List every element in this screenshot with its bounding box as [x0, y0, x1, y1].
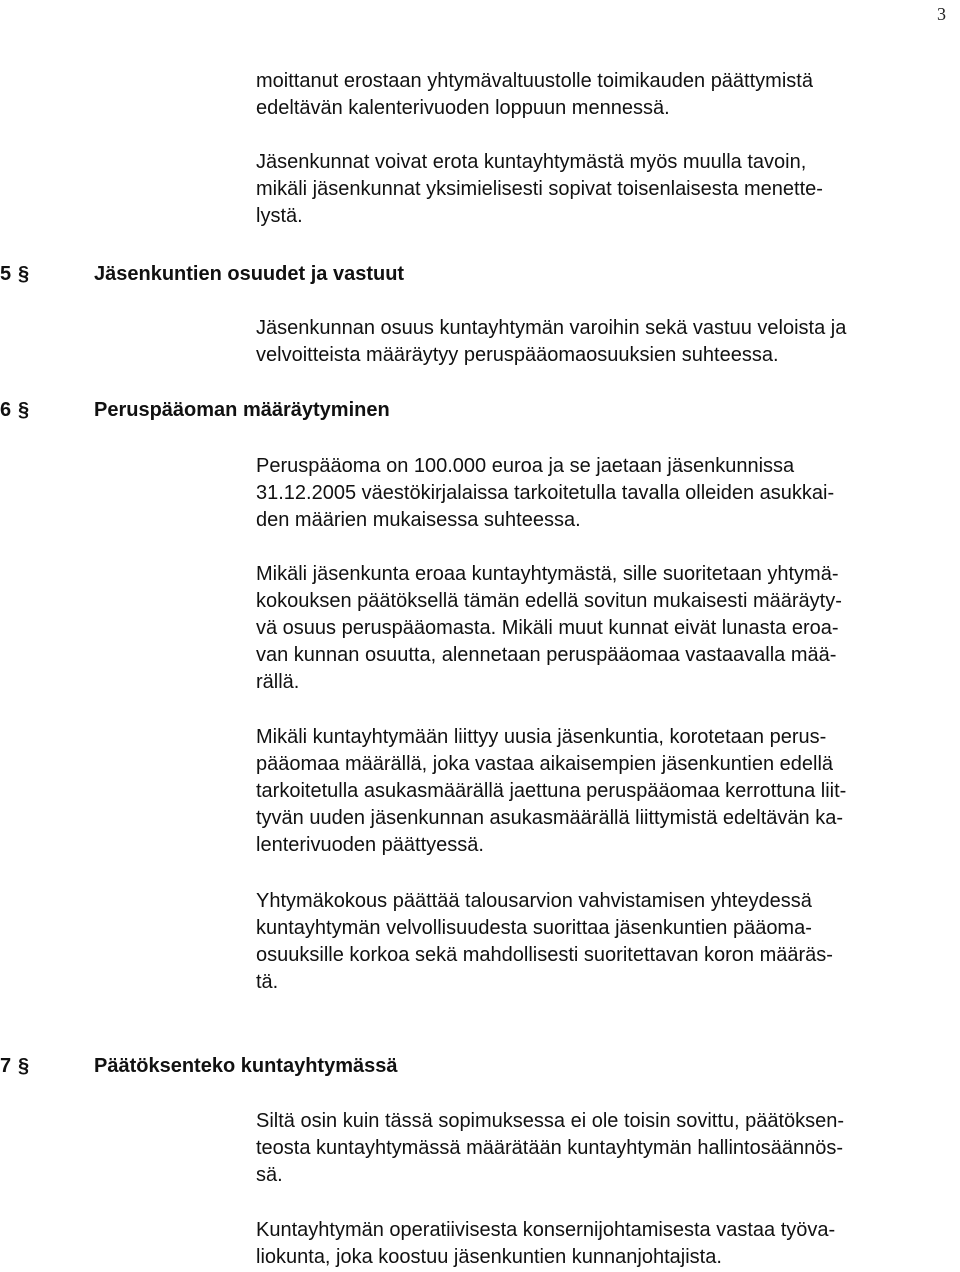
text-line: velvoitteista määräytyy peruspääomaosuuksien suhteessa.	[256, 344, 779, 366]
text-line: Kuntayhtymän operatiivisesta konsernijohtamisesta vastaa työva-	[256, 1219, 836, 1241]
text-line: tä.	[256, 971, 279, 993]
paragraph-other-withdrawal	[256, 149, 956, 230]
text-line: den määrien mukaisessa suhteessa.	[256, 509, 581, 531]
text-line: lenterivuoden päättyessä.	[256, 834, 484, 856]
page-number: 3	[937, 4, 946, 24]
text-line: rällä.	[256, 671, 300, 693]
section-title: Päätöksenteko kuntayhtymässä	[94, 1055, 398, 1077]
paragraph-decision-making	[256, 1108, 956, 1189]
text-line: moittanut erostaan yhtymävaltuustolle toimikauden päättymistä	[256, 70, 813, 92]
paragraph-executive-committee	[256, 1217, 956, 1271]
section-heading-7	[0, 1053, 397, 1079]
text-line: Jäsenkunnat voivat erota kuntayhtymästä myös muulla tavoin,	[256, 151, 807, 173]
section-title: Peruspääoman määräytyminen	[94, 399, 390, 421]
paragraph-member-share	[256, 315, 956, 369]
text-line: Siltä osin kuin tässä sopimuksessa ei ole toisin sovittu, päätöksen-	[256, 1110, 845, 1132]
text-line: Peruspääoma on 100.000 euroa ja se jaetaan jäsenkunnissa	[256, 455, 795, 477]
section-number: 6	[0, 399, 12, 421]
section-number: 7	[0, 1055, 12, 1077]
section-heading-6	[0, 397, 390, 423]
paragraph-capital-amount	[256, 453, 956, 534]
section-heading-5	[0, 261, 404, 287]
section-symbol: §	[18, 1055, 30, 1077]
text-line: teosta kuntayhtymässä määrätään kuntayhtymän hallintosäännös-	[256, 1137, 844, 1159]
text-line: sä.	[256, 1164, 283, 1186]
text-line: Mikäli jäsenkunta eroaa kuntayhtymästä, sille suoritetaan yhtymä-	[256, 563, 839, 585]
section-symbol: §	[18, 263, 30, 285]
text-line: edeltävän kalenterivuoden loppuun mennessä.	[256, 97, 670, 119]
paragraph-withdrawal-notice	[256, 68, 956, 122]
section-title: Jäsenkuntien osuudet ja vastuut	[94, 263, 405, 285]
text-line: Mikäli kuntayhtymään liittyy uusia jäsenkuntia, korotetaan perus-	[256, 726, 827, 748]
text-line: kuntayhtymän velvollisuudesta suorittaa jäsenkuntien pääoma-	[256, 917, 812, 939]
text-line: Jäsenkunnan osuus kuntayhtymän varoihin sekä vastuu veloista ja	[256, 317, 847, 339]
text-line: liokunta, joka koostuu jäsenkuntien kunnanjohtajista.	[256, 1246, 722, 1268]
text-line: osuuksille korkoa sekä mahdollisesti suoritettavan koron määräs-	[256, 944, 833, 966]
section-symbol: §	[18, 399, 30, 421]
text-line: tarkoitetulla asukasmäärällä jaettuna peruspääomaa kerrottuna liit-	[256, 780, 847, 802]
text-line: 31.12.2005 väestökirjalaissa tarkoitetulla tavalla olleiden asukkai-	[256, 482, 835, 504]
text-line: Yhtymäkokous päättää talousarvion vahvistamisen yhteydessä	[256, 890, 812, 912]
text-line: kokouksen päätöksellä tämän edellä sovitun mukaisesti määräyty-	[256, 590, 842, 612]
text-line: lystä.	[256, 205, 303, 227]
text-line: vä osuus peruspääomasta. Mikäli muut kunnat eivät lunasta eroa-	[256, 617, 839, 639]
text-line: mikäli jäsenkunnat yksimielisesti sopivat toisenlaisesta menette-	[256, 178, 823, 200]
paragraph-new-members	[256, 724, 956, 859]
text-line: tyvän uuden jäsenkunnan asukasmäärällä liittymistä edeltävän ka-	[256, 807, 844, 829]
text-line: van kunnan osuutta, alennetaan peruspääomaa vastaavalla mää-	[256, 644, 837, 666]
section-number: 5	[0, 263, 12, 285]
paragraph-withdrawal-payment	[256, 561, 956, 696]
paragraph-interest	[256, 888, 956, 996]
text-line: pääomaa määrällä, joka vastaa aikaisempien jäsenkuntien edellä	[256, 753, 834, 775]
